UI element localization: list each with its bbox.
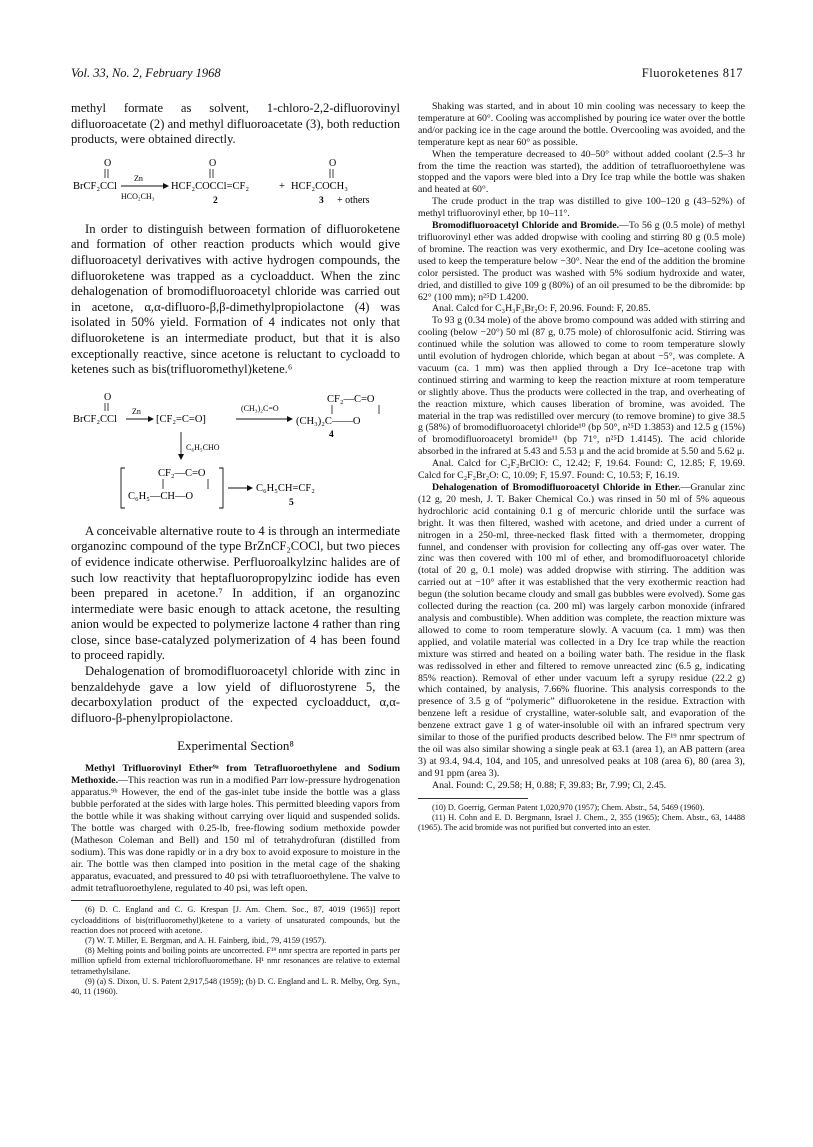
arrow-head [287,416,293,422]
left-column [71,101,400,997]
arrow-head [247,485,253,491]
footnote: (11) H. Cohn and E. D. Bergmann, Israel J. Chem., 2, 355 (1965); Chem. Abstr., 63, 14488 (1965). The acid bromide was not purified but converted into an ester. [418,812,745,832]
reaction-scheme-2 [71,388,400,538]
right-column [418,101,745,833]
footnote: (8) Melting points and boiling points are uncorrected. F¹⁹ nmr spectra are reported in parts per million upfield from external trichlorofluoromethane. H¹ nmr resonances are relative to external tetramethylsilane. [71,946,400,976]
intermediate-bottom: C₆H₅—CH—O [128,490,194,502]
analysis-line: Anal. Calcd for C₂F₂BrClO: C, 12.42; F, 19.64. Found: C, 12.85; F, 19.69. Calcd for C₂F₂Br₂O: C, 10.09; F, 15.97. Found: C, 10.53; F, 16.19. [418,458,745,482]
analysis-line: Anal. Calcd for C₃H₃F₃Br₂O: F, 20.96. Found: F, 20.85. [432,303,651,315]
carbonyl-o: O [104,391,112,403]
footnote-divider [418,798,528,799]
compound-number-4: 4 [329,429,334,440]
others-label: + others [337,194,370,206]
section-heading: Experimental Section⁸ [177,738,294,754]
experimental-paragraph: To 93 g (0.34 mole) of the above bromo compound was added with stirring and cooling (below −20°) 50 ml (87 g, 0.75 mole) of chlorosulfonic acid. Stirring was continued while the solution was allowed to come to room temperature slowly until evolution of hydrogen chloride, which began at about −5°, was complete. A vacuum (ca. 1 mm) was then applied through a Dry Ice–acetone trap with continued stirring and warming to keep the reaction mixture at room temperature or slightly above. Thus the products were collected in the trap, and overheating of the reaction mixture, which causes liberation of bromine, was avoided. The material in the trap was redistilled over mercury (to remove bromine) to give 38.5 g (58%) of bromodifluoroacetyl chloride¹⁰ (bp 50°, n²⁵D 1.3853) and 12.5 g (15%) of bromodifluoroacetyl bromide¹¹ (bp 71°, n²⁵D 1.4145). The acid chloride absorbed in the infrared at 5.43 and 5.53 μ and the acid bromide at 5.50 and 5.62 μ. [418,315,745,458]
plus-sign: + [279,180,285,192]
ketene-intermediate: [CF₂=C=O] [156,413,206,425]
compound-number-5: 5 [289,497,294,508]
carbonyl-o: O [104,157,112,169]
footnote: (10) D. Goerrig, German Patent 1,020,970 (1957); Chem. Abstr., 54, 5469 (1960). [432,802,705,812]
running-header [71,66,743,84]
difluorostyrene: C₆H₅CH=CF₂ [256,482,315,494]
procedure-title: Bromodifluoroacetyl Chloride and Bromide. [432,220,620,232]
product-3: HCF₂COCH₃ [291,180,348,192]
reactant: BrCF₂CCl [73,180,117,192]
compound-number-3: 3 [319,195,324,206]
reagent-zn: Zn [132,406,141,416]
arrow-head [163,183,169,189]
reaction-scheme-1 [71,156,400,228]
product-2: HCF₂COCCl=CF₂ [171,180,250,192]
footnote: (7) W. T. Miller, E. Bergman, and A. H. Fainberg, ibid., 79, 4159 (1957). [85,936,327,946]
lactone-top: CF₂—C=O [327,393,375,405]
carbonyl-o: O [329,157,337,169]
bracket-right [219,468,223,508]
experimental-paragraph: Shaking was started, and in about 10 min cooling was necessary to keep the temperature at 60°. Cooling was accomplished by pouring ice water over the bottle and/or packing ice in the cage around the bottle. Overcooling was avoided, and the temperature kept as near 60° as possible. [418,101,745,148]
analysis-line: Anal. Found: C, 29.58; H, 0.88; F, 39.83; Br, 7.99; Cl, 2.45. [432,779,667,791]
procedure-body: —Granular zinc (12 g, 20 mesh, J. T. Baker Chemical Co.) was rinsed in 50 ml of 5% aqueous hydrochloric acid containing 0.1 g of mercuric chloride until the surface was bright. It was then filtered, washed with acetone, and dried under a current of nitrogen in a 250-ml, three-necked flask fitted with a thermometer, dropping funnel, and condenser with provision for collecting any off-gas over water. The zinc was then covered with 100 ml of ether, and bromodifluoroacetyl chloride (total of 20 g, 0.1 mole) was added dropwise with stirring. The addition was carried out at −10° after it was established that the very exothermic reaction had begun (the solution became cloudy and small gas bubbles were evolved). Some gas collected during the reaction (ca. 200 ml) was largely carbon monoxide (infrared analysis and combustible). When addition was complete, the reaction mixture was allowed to come to room temperature slowly. A vacuum (ca. 1 mm) was then applied, and volatile material was collected in a Dry Ice trap while the reaction mixture was stirred and heated on a boiling water bath. The residue in the flask was redissolved in ether and filtered to remove unreacted zinc (6.5 g, indicating 85% reaction). Removal of ether under vacuum left a syrupy residue (22.2 g) which contained, by analysis, 7.66% fluorine. This analysis corresponds to the presence of 3.5 g of “polymeric” difluoroketene in the residue. Extraction with benzene left a residue of crystalline, water-soluble salt, and evaporation of the benzene extract gave 1 g of water-insoluble oil with an infrared spectrum very similar to those of the purified products described below. The F¹⁹ nmr spectrum of the oil was also similar showing a single peak at 63.1 (area 1), an AB pattern (area 3) at 93.4, 94.4, 104, and 105, and unresolved peaks at 108 (area 6), 80 (area 3), and 91 ppm (area 3). [418,482,745,779]
arrow-head [148,416,154,422]
reactant: BrCF₂CCl [73,413,117,425]
reagent-benzaldehyde: C₆H₅CHO [186,442,220,452]
reagent-acetone: (CH₃)₂C=O [241,403,279,413]
reagent-methyl-formate: HCO₂CH₃ [121,191,155,201]
experimental-paragraph [418,482,745,780]
procedure-body: —To 56 g (0.5 mole) of methyl trifluorovinyl ether was added dropwise with cooling and stirring 80 g (0.5 mole) of bromine. The reaction was very exothermic, and Dry Ice–acetone cooling was used to keep the temperature below −30°. Near the end of the addition the bromine color persisted. The product was washed with 5% sodium hydroxide and water, dried, and distilled to give 109 g (80%) of an oil presumed to be the dibromide: bp 62° (100 mm); n²⁵D 1.4200. [418,220,745,303]
bracket-left [121,468,125,508]
procedure-title: Methyl Trifluorovinyl Ether⁹ᵃ from Tetrafluoroethylene and Sodium Methoxide. [71,763,400,787]
procedure-title: Dehalogenation of Bromodifluoroacetyl Chloride in Ether. [432,482,681,493]
paragraph: methyl formate as solvent, 1-chloro-2,2-difluorovinyl difluoroacetate (2) and methyl difluoroacetate (3), both reduction products, were obtained directly. [71,101,400,147]
lactone-bottom: (CH₃)₂C——O [296,415,361,427]
experimental-paragraph [418,220,745,303]
arrow-head [178,454,184,460]
procedure-body: —This reaction was run in a modified Parr low-pressure hydrogenation apparatus.⁹ᵇ However, the end of the gas-inlet tube inside the bottle was a glass bubble perforated at the sides with large holes. This permitted bleeding vapors from the bottle while it was shaking without carrying over liquid and suspended solids. The bottle was charged with 0.25-lb, free-flowing sodium methoxide powder (Matheson Coleman and Bell) and 150 ml of tetrahydrofuran (distilled from sodium). This was done rapidly or in a dry box to avoid exposure to moisture in the air. The bottle was then clamped into position in the metal cage of the shaking apparatus, evacuated, and pressured to 40 psi with tetrafluoroethylene. The valve to admit tetrafluoroethylene, regulated to 40 psi, was left open. [71,775,400,894]
intermediate-top: CF₂—C=O [158,467,206,479]
reagent-zn: Zn [134,173,143,183]
paragraph: A conceivable alternative route to 4 is through an intermediate organozinc compound of the type BrZnCF₂COCl, but two pieces of evidence indicate otherwise. Perfluoroalkylzinc halides are of such low reactivity that heptafluoropropylzinc iodide has even been prepared in acetone.⁷ In addition, if an organozinc intermediate were basic enough to attack acetone, the resulting anion would be expected to polymerize lactone 4 rather than ring close, since base-catalyzed polymerization of 4 has been found to proceed rapidly. [71,523,400,663]
footnote-divider [71,900,400,901]
footnote: (9) (a) S. Dixon, U. S. Patent 2,917,548 (1959); (b) D. C. England and L. R. Melby, Org. Syn., 40, 11 (1960). [71,976,400,997]
carbonyl-o: O [209,157,217,169]
scheme-1-drawing [71,156,400,228]
compound-number-2: 2 [213,195,218,206]
experimental-paragraph: The crude product in the trap was distilled to give 100–120 g (43–52%) of methyl trifluorovinyl ether, bp 10–11°. [418,196,745,220]
scheme-2-drawing [71,388,400,538]
journal-volume-date: Vol. 33, No. 2, February 1968 [71,66,221,80]
page-title-number: Fluoroketenes 817 [641,66,743,80]
experimental-paragraph [71,763,400,894]
footnote: (6) D. C. England and C. G. Krespan [J. Am. Chem. Soc., 87, 4019 (1965)] report cycloadditions of bis(trifluoromethyl)ketene to a variety of unsaturated compounds, but the reaction does not proceed with acetone. [71,905,400,935]
experimental-paragraph: When the temperature decreased to 40–50° without added coolant (2.5–3 hr from the time the reaction was started), the addition of tetrafluoroethylene was stopped and the vapors were bled into a Dry Ice trap while the bottle was shaken and heated at 60°. [418,148,745,196]
paragraph: Dehalogenation of bromodifluoroacetyl chloride with zinc in benzaldehyde gave a low yield of difluorostyrene 5, the decarboxylation product of the expected cycloadduct, α,α-difluoro-β-phenylpropiolactone. [71,664,400,725]
paragraph: In order to distinguish between formation of difluoroketene and formation of other reaction products which would give difluoroacetyl derivatives with active hydrogen compounds, the difluoroketene was trapped as a cycloadduct. When the zinc dehalogenation of bromodifluoroacetyl chloride was carried out in acetone, α,α-difluoro-β,β-dimethylpropiolactone (4) was isolated in 50% yield. Formation of 4 indicates not only that difluoroketene is an intermediate product, but that it is also exceptionally reactive, since acetone is reluctant to cycloadd to ketenes such as bis(trifluoromethyl)ketene.⁶ [71,221,400,377]
